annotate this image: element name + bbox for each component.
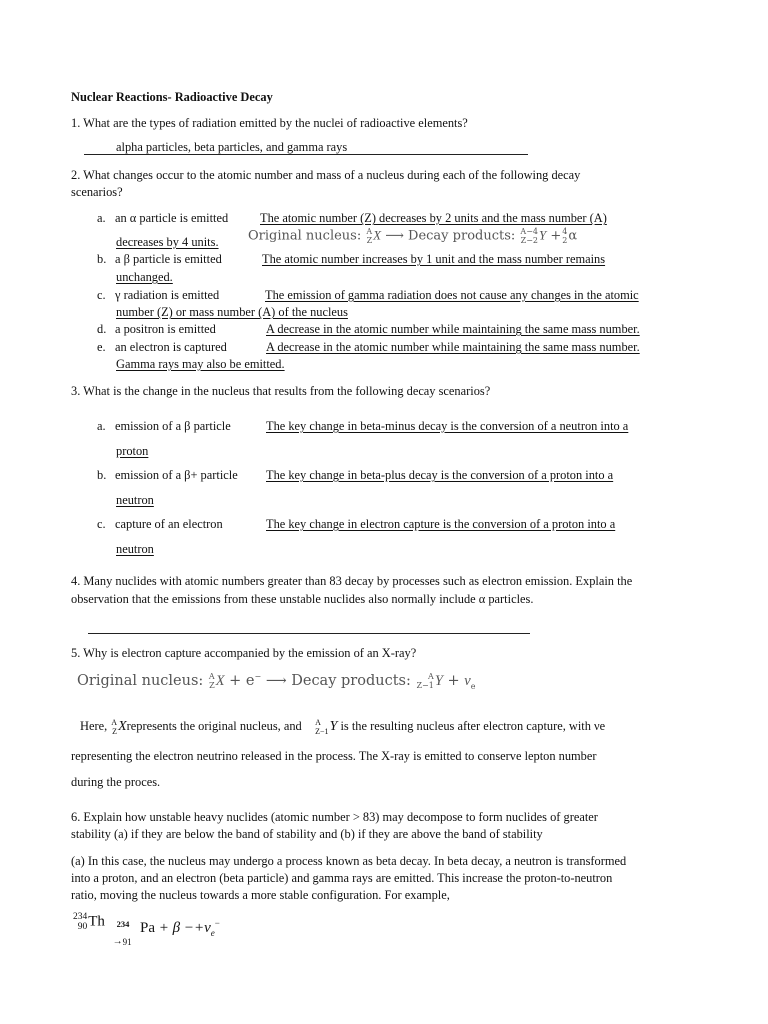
q3-c-letter: c. (97, 517, 106, 531)
q2-c-label: γ radiation is emitted (115, 288, 220, 302)
question-1: 1. What are the types of radiation emitted by the nuclei of radioactive elements? (71, 116, 468, 130)
q2-d-label: a positron is emitted (115, 322, 216, 336)
q2-b-answer-line1: The atomic number increases by 1 unit and the mass number remains (262, 252, 606, 266)
q5-para-line2: representing the electron neutrino released in the process. The X-ray is emitted to conserve lepton number (71, 749, 597, 763)
beta-decay-equation: 234 90 Th 234 → 91 (73, 912, 132, 948)
q2-d-letter: d. (97, 322, 107, 336)
q2-c-letter: c. (97, 288, 106, 302)
question-5: 5. Why is electron capture accompanied by the emission of an X-ray? (71, 646, 417, 660)
page-title: Nuclear Reactions- Radioactive Decay (71, 90, 273, 104)
q3-c-answer-line1: The key change in electron capture is the conversion of a proton into a (266, 517, 616, 531)
answer-1: alpha particles, beta particles, and gamma rays (116, 140, 348, 154)
alpha-decay-equation: Original nucleus: A Z X ⟶ Decay products: A−4 Z−2 Y + 4 2 α (248, 227, 578, 245)
question-6-line1: 6. Explain how unstable heavy nuclides (atomic number > 83) may decompose to form nuclides of greater (71, 810, 598, 824)
q3-c-label: capture of an electron (115, 517, 223, 531)
q2-e-label: an electron is captured (115, 340, 227, 354)
q3-a-answer-line1: The key change in beta-minus decay is the conversion of a neutron into a (266, 419, 629, 433)
q3-a-letter: a. (97, 419, 106, 433)
q2-c-answer-line1: The emission of gamma radiation does not cause any changes in the atomic (265, 288, 639, 302)
answer-1-underline (84, 154, 528, 155)
q2-e-answer-line2: Gamma rays may also be emitted. (116, 357, 285, 371)
answer-4-line (88, 633, 530, 634)
q2-a-answer-line2: decreases by 4 units. (116, 235, 219, 249)
q3-c-answer-line2: neutron (116, 542, 154, 556)
electron-capture-equation: Original nucleus: A Z X + e− ⟶ Decay products: A Z−1 $Y + \nu_e$ (77, 672, 476, 691)
q3-b-letter: b. (97, 468, 107, 482)
question-3: 3. What is the change in the nucleus that results from the following decay scenarios? (71, 384, 491, 398)
q2-a-answer-line1: The atomic number (Z) decreases by 2 units and the mass number (A) (260, 211, 607, 225)
q3-b-label: emission of a β+ particle (115, 468, 238, 482)
question-6-line2: stability (a) if they are below the band of stability and (b) if they are above the band of stability (71, 827, 543, 841)
question-2-line2: scenarios? (71, 185, 123, 199)
q2-b-label: a β particle is emitted (115, 252, 222, 266)
q3-a-answer-line2: proton (116, 444, 149, 458)
beta-decay-products: $Pa + \beta -+\nu_e^-$ (140, 918, 220, 938)
answer-6-line1: (a) In this case, the nucleus may undergo a process known as beta decay. In beta decay, a neutron is transformed (71, 854, 627, 868)
q3-a-label: emission of a β particle (115, 419, 231, 433)
answer-6-line2: into a proton, and an electron (beta particle) and gamma rays are emitted. This increase the proton-to-neutron (71, 871, 613, 885)
q2-a-letter: a. (97, 211, 106, 225)
q2-c-answer-line2: number (Z) or mass number (A) of the nucleus (116, 305, 348, 319)
answer-6-line3: ratio, moving the nucleus towards a more stable configuration. For example, (71, 888, 450, 902)
q2-a-label: an α particle is emitted (115, 211, 229, 225)
question-2-line1: 2. What changes occur to the atomic number and mass of a nucleus during each of the following decay (71, 168, 581, 182)
q5-para-line1: Here, A Z Xrepresents the original nucleus, and A Z−1 Y is the resulting nucleus after electron capture, with νe (80, 718, 606, 736)
q3-b-answer-line1: The key change in beta-plus decay is the conversion of a proton into a (266, 468, 614, 482)
q2-b-letter: b. (97, 252, 107, 266)
question-4-line2: observation that the emissions from these unstable nuclides also normally include α particles. (71, 592, 534, 606)
q2-e-answer-line1: A decrease in the atomic number while maintaining the same mass number. (266, 340, 640, 354)
q2-b-answer-line2: unchanged. (116, 270, 173, 284)
q2-d-answer: A decrease in the atomic number while maintaining the same mass number. (266, 322, 640, 336)
q5-para-line3: during the proces. (71, 775, 161, 789)
q3-b-answer-line2: neutron (116, 493, 154, 507)
q2-e-letter: e. (97, 340, 106, 354)
question-4-line1: 4. Many nuclides with atomic numbers greater than 83 decay by processes such as electron emission. Explain the (71, 574, 633, 588)
